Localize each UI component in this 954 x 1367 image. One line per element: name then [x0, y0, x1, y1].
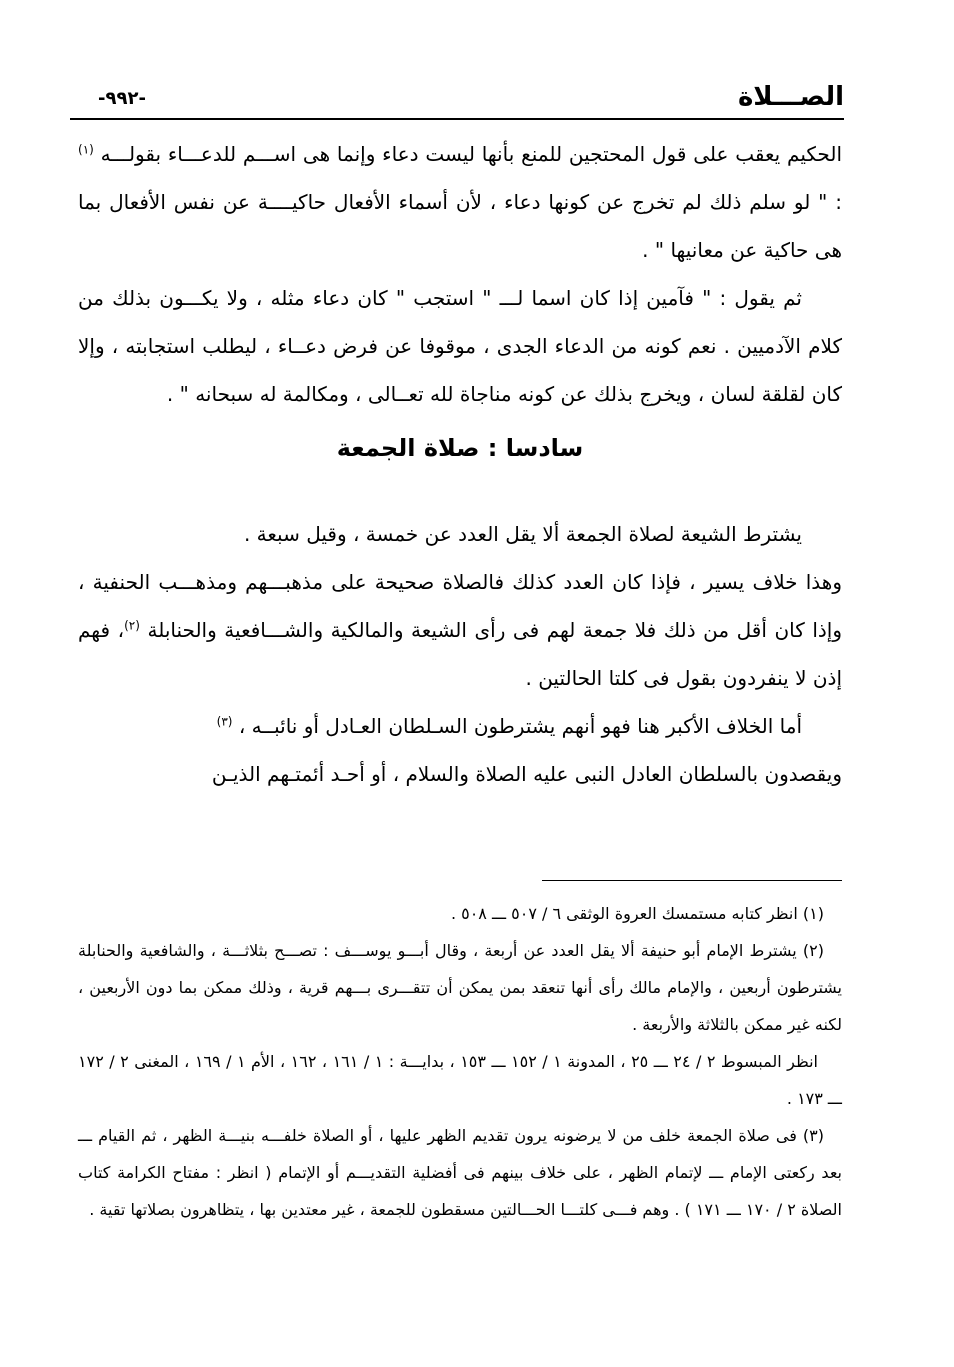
chapter-title: الصـــلاة	[737, 82, 844, 112]
paragraph-text: : " لو سلم ذلك لم تخرج عن كونها دعاء ، لأن أسماء الأفعال حاكيــــة عن نفس الأفعال بما هى حاكية عن معانيها " .	[78, 190, 842, 262]
paragraph-text: ، فهم إذن لا ينفردون بقول فى كلتا الحالتين .	[78, 618, 842, 690]
paragraph-text: الحكيم يعقب على قول المحتجين للمنع بأنها ليست دعاء وإنما هى اســـم للدعـــاء بقولـــه	[100, 142, 842, 166]
paragraph	[78, 558, 842, 702]
page-number: -٩٩٢-	[98, 88, 146, 109]
footnote-ref: (٢)	[124, 618, 140, 633]
footnote-references: انظر المبسوط ٢ / ٢٤ ـــ ٢٥ ، المدونة ١ / ١٥٢ ـــ ١٥٣ ، بدايـــة : ١ / ١٦١ ، ١٦٢ ، الأم ١ / ١٦٩ ، المغنى ٢ / ١٧٢ ـــ ١٧٣ .	[78, 1052, 842, 1108]
footnote: (١) انظر كتابه مستمسك العروة الوثقى ٦ / ٥٠٧ ـــ ٥٠٨ .	[450, 904, 824, 923]
paragraph	[78, 702, 842, 750]
paragraph: يشترط الشيعة لصلاة الجمعة ألا يقل العدد عن خمسة ، وقيل سبعة .	[243, 522, 802, 546]
footnote-ref: (١)	[78, 142, 94, 157]
footnotes	[78, 895, 842, 1228]
paragraph	[78, 130, 842, 274]
paragraph: ثم يقول : " فآمين إذا كان اسما لـــ " استجب " كان دعاء مثله ، ولا يكـــون بذلك من كلام الآدميين . نعم كونه من الدعاء الجدى ، موقوفا عن فرض دعــاء ، ليطلب استجابته ، وإلا كان لقلقة لسان ، ويخرج بذلك عن كونه مناجاة لله تعــالى ، ومكالمة له سبحانه " .	[78, 286, 842, 406]
paragraph-text: وهذا خلاف يسير ، فإذا كان العدد كذلك فالصلاة صحيحة على مذهبـــهم ومذهـــب الحنفية ، وإذا كان أقل من ذلك فلا جمعة لهم فى رأى الشيعة والمالكية والشـــافعية والحنابلة	[78, 570, 843, 642]
footnote-divider	[542, 880, 842, 881]
main-text	[78, 130, 842, 798]
footnote: (٣) فى صلاة الجمعة خلف من لا يرضونه يرون تقديم الظهر عليها ، أو الصلاة خلفـــه بنيـــة الظهر ، ثم القيام ـــ بعد ركعتى الإمام ـــ لإتمام الظهر ، على خلاف بينهم فى أفضلية التقديـــم أو الإتمام ( انظر : مفتاح الكرامة كتاب الصلاة ٢ / ١٧٠ ـــ ١٧١ ) . وهم فـــى كلتـــا الحـــالتين مسقطون للجمعة ، غير معتدين بها ، يتظاهرون بصلاتها تقية .	[78, 1126, 842, 1219]
section-heading: سادسا : صلاة الجمعة	[336, 434, 584, 462]
footnote: (٢) يشترط الإمام أبو حنيفة ألا يقل العدد عن أربعة ، وقال أبـــو يوســـف : تصـــح بثلاثـــة ، والشافعية والحنابلة يشترطون أربعين ، والإمام مالك رأى أنها تنعقد بمن يمكن أن تتقـــرى بـــهم قرية ، وذلك ممكن بما دون الأربعين ، لكنه غير ممكن بالثلاثة والأربعة .	[78, 941, 842, 1034]
page-header	[70, 78, 844, 120]
paragraph: ويقصدون بالسلطان العادل النبى عليه الصلاة والسلام ، أو أحـد أئمتـهم الذيـن	[211, 762, 842, 786]
footnote-ref: (٣)	[216, 714, 233, 729]
paragraph-text: أما الخلاف الأكبر هنا فهو أنهم يشترطون السـلطان العـادل أو نائبــه ،	[238, 714, 802, 738]
